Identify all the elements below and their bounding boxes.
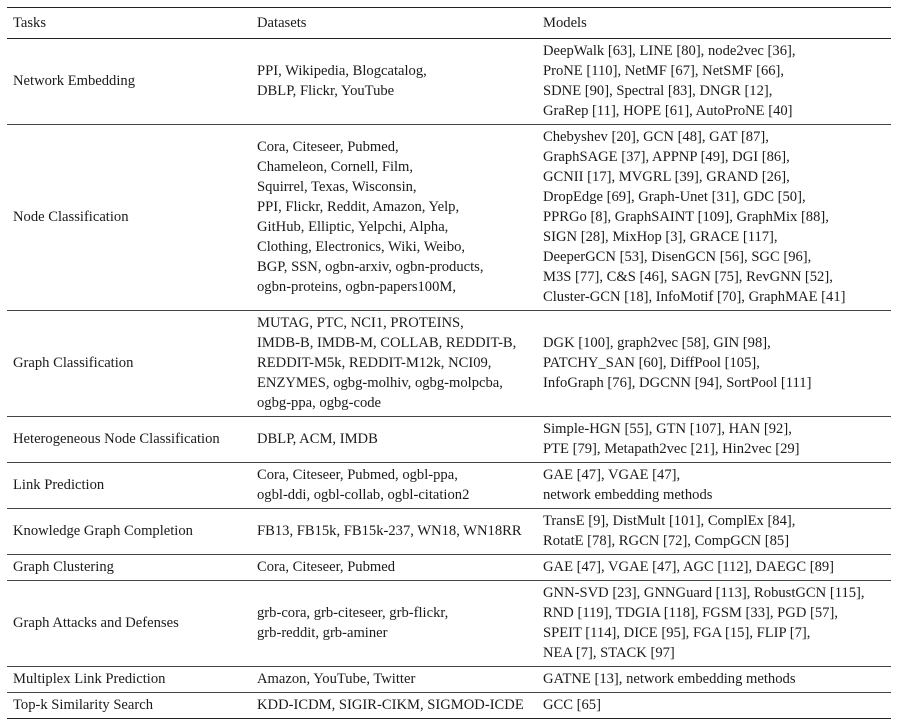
datasets-line: grb-cora, grb-citeseer, grb-flickr, [257,605,449,621]
table-body [7,39,891,719]
models-cell [537,509,891,555]
datasets-line: IMDB-B, IMDB-M, COLLAB, REDDIT-B, [257,335,517,351]
datasets-cell [251,311,537,417]
datasets-line: KDD-ICDM, SIGIR-CIKM, SIGMOD-ICDE [257,697,524,713]
models-line: GCC [65] [543,697,601,713]
models-line: GNN-SVD [23], GNNGuard [113], RobustGCN [115], [543,585,865,601]
datasets-line: FB13, FB15k, FB15k-237, WN18, WN18RR [257,523,522,539]
models-line: GAE [47], VGAE [47], AGC [112], DAEGC [89] [543,559,835,575]
task-cell: Node Classification [7,125,251,311]
models-line: Chebyshev [20], GCN [48], GAT [87], [543,129,769,145]
models-line: PATCHY_SAN [60], DiffPool [105], [543,355,760,371]
models-cell [537,667,891,693]
table-row [7,509,891,555]
models-line: DeeperGCN [53], DisenGCN [56], SGC [96], [543,249,812,265]
datasets-line: PPI, Flickr, Reddit, Amazon, Yelp, [257,199,460,215]
datasets-line: DBLP, Flickr, YouTube [257,83,395,99]
header-tasks: Tasks [7,8,251,39]
models-line: DeepWalk [63], LINE [80], node2vec [36], [543,43,796,59]
datasets-line: ENZYMES, ogbg-molhiv, ogbg-molpcba, [257,375,503,391]
models-line: SDNE [90], Spectral [83], DNGR [12], [543,83,773,99]
models-line: DropEdge [69], Graph-Unet [31], GDC [50], [543,189,806,205]
datasets-line: ogbl-ddi, ogbl-collab, ogbl-citation2 [257,487,470,503]
datasets-cell [251,667,537,693]
models-line: InfoGraph [76], DGCNN [94], SortPool [111] [543,375,812,391]
datasets-line: Chameleon, Cornell, Film, [257,159,414,175]
header-datasets: Datasets [251,8,537,39]
table-row [7,463,891,509]
models-line: TransE [9], DistMult [101], ComplEx [84], [543,513,796,529]
models-line: GraRep [11], HOPE [61], AutoProNE [40] [543,103,793,119]
datasets-line: Amazon, YouTube, Twitter [257,671,416,687]
datasets-line: Clothing, Electronics, Wiki, Weibo, [257,239,466,255]
models-line: Cluster-GCN [18], InfoMotif [70], GraphMAE [41] [543,289,846,305]
models-cell [537,581,891,667]
datasets-line: ogbn-proteins, ogbn-papers100M, [257,279,457,295]
tasks-table [7,7,891,719]
models-line: GAE [47], VGAE [47], [543,467,681,483]
table-row [7,311,891,417]
datasets-line: Squirrel, Texas, Wisconsin, [257,179,417,195]
models-cell [537,39,891,125]
table-row [7,581,891,667]
document [7,7,891,719]
table-row [7,39,891,125]
models-line: PTE [79], Metapath2vec [21], Hin2vec [29] [543,441,800,457]
table-row [7,555,891,581]
models-line: NEA [7], STACK [97] [543,645,675,661]
models-line: RotatE [78], RGCN [72], CompGCN [85] [543,533,790,549]
datasets-line: grb-reddit, grb-aminer [257,625,388,641]
task-cell: Top-k Similarity Search [7,693,251,719]
datasets-cell [251,125,537,311]
models-line: SIGN [28], MixHop [3], GRACE [117], [543,229,778,245]
models-cell [537,417,891,463]
task-cell: Graph Classification [7,311,251,417]
models-line: network embedding methods [543,487,713,503]
datasets-cell [251,39,537,125]
table-row [7,667,891,693]
table-row [7,693,891,719]
datasets-line: PPI, Wikipedia, Blogcatalog, [257,63,427,79]
task-cell: Graph Clustering [7,555,251,581]
models-line: M3S [77], C&S [46], SAGN [75], RevGNN [52], [543,269,833,285]
datasets-line: MUTAG, PTC, NCI1, PROTEINS, [257,315,464,331]
models-cell [537,463,891,509]
table-header-row [7,8,891,39]
task-cell: Link Prediction [7,463,251,509]
models-line: GraphSAGE [37], APPNP [49], DGI [86], [543,149,790,165]
task-cell: Heterogeneous Node Classification [7,417,251,463]
datasets-cell [251,581,537,667]
task-cell: Network Embedding [7,39,251,125]
models-cell [537,125,891,311]
datasets-line: REDDIT-M5k, REDDIT-M12k, NCI09, [257,355,492,371]
models-line: SPEIT [114], DICE [95], FGA [15], FLIP [7], [543,625,811,641]
models-line: Simple-HGN [55], GTN [107], HAN [92], [543,421,792,437]
table-row [7,125,891,311]
datasets-line: ogbg-ppa, ogbg-code [257,395,382,411]
models-cell [537,311,891,417]
datasets-line: Cora, Citeseer, Pubmed, [257,139,399,155]
models-cell [537,693,891,719]
datasets-cell [251,509,537,555]
datasets-line: BGP, SSN, ogbn-arxiv, ogbn-products, [257,259,484,275]
task-cell: Graph Attacks and Defenses [7,581,251,667]
datasets-cell [251,463,537,509]
datasets-cell [251,555,537,581]
datasets-line: DBLP, ACM, IMDB [257,431,378,447]
models-line: RND [119], TDGIA [118], FGSM [33], PGD [57], [543,605,838,621]
task-cell: Multiplex Link Prediction [7,667,251,693]
models-line: PPRGo [8], GraphSAINT [109], GraphMix [88], [543,209,829,225]
models-line: GCNII [17], MVGRL [39], GRAND [26], [543,169,790,185]
table-row [7,417,891,463]
models-line: GATNE [13], network embedding methods [543,671,796,687]
datasets-cell [251,693,537,719]
task-cell: Knowledge Graph Completion [7,509,251,555]
datasets-line: Cora, Citeseer, Pubmed, ogbl-ppa, [257,467,458,483]
datasets-line: GitHub, Elliptic, Yelpchi, Alpha, [257,219,449,235]
datasets-cell [251,417,537,463]
models-cell [537,555,891,581]
models-line: ProNE [110], NetMF [67], NetSMF [66], [543,63,785,79]
header-models: Models [537,8,891,39]
datasets-line: Cora, Citeseer, Pubmed [257,559,396,575]
models-line: DGK [100], graph2vec [58], GIN [98], [543,335,771,351]
